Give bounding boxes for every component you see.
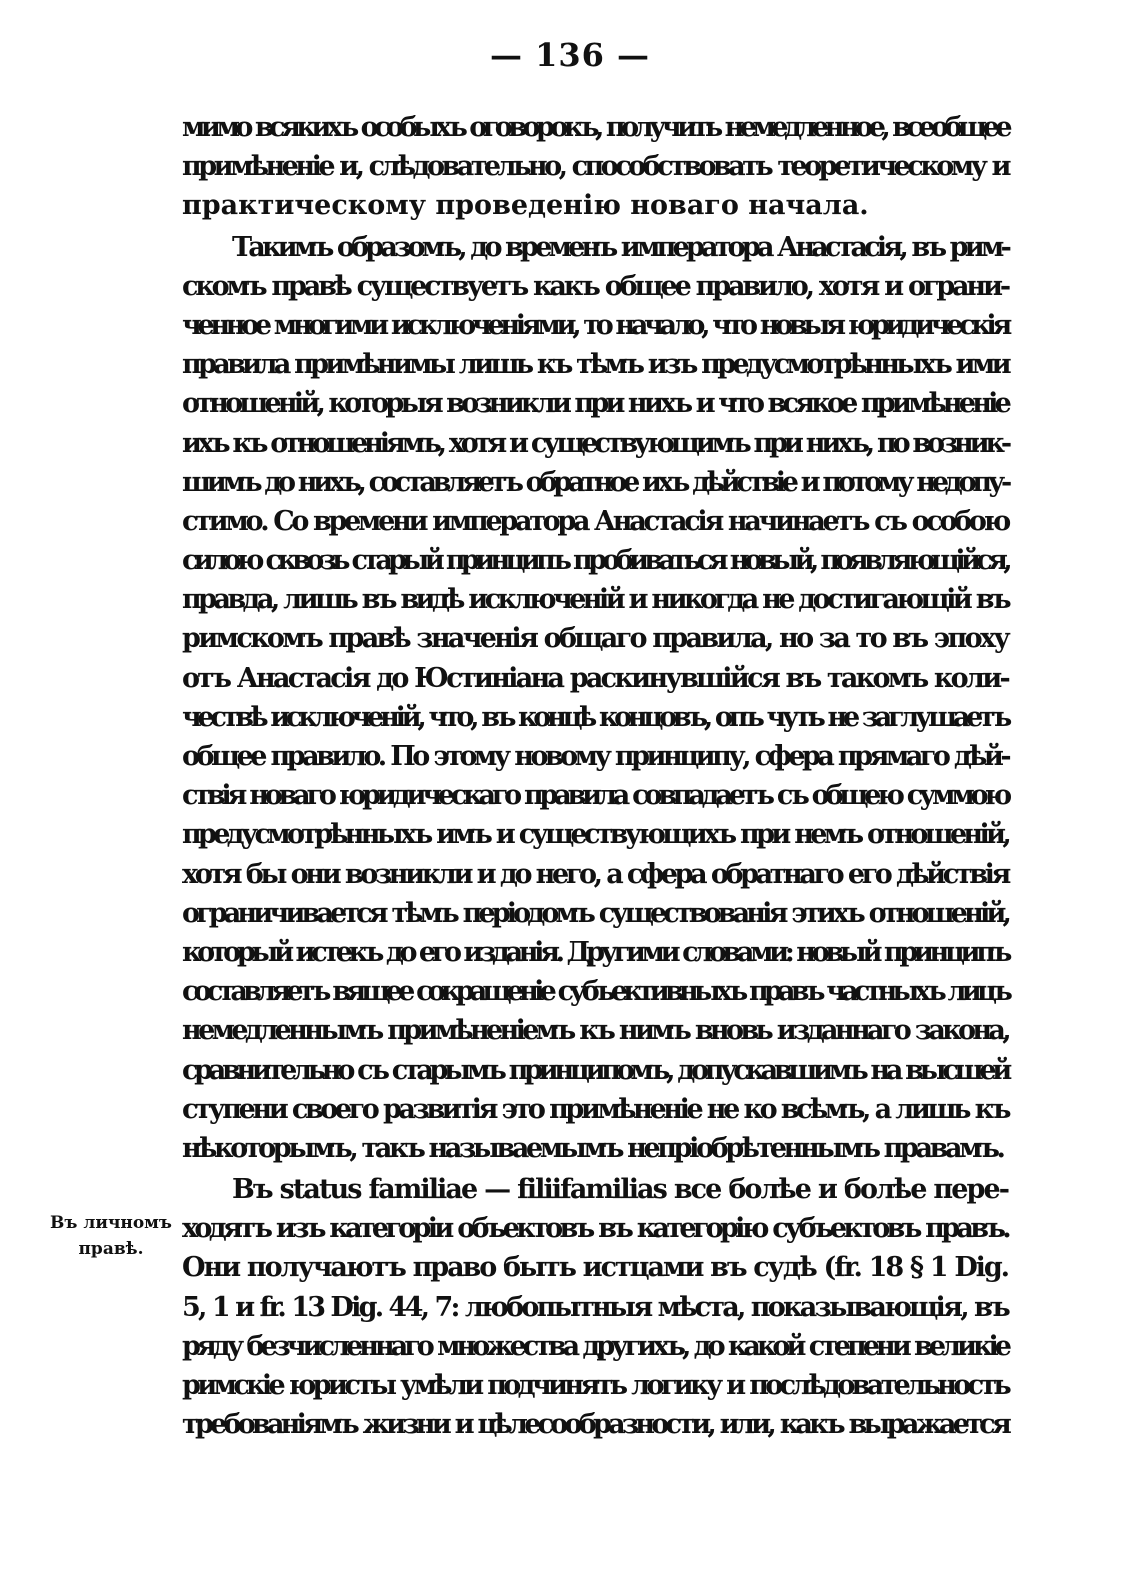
text-line: стимо. Со времени императора Анастасія начинаетъ съ особою <box>182 505 1008 537</box>
text-line: нѣкоторымъ, такъ называемымъ непріобрѣтеннымъ правамъ. <box>182 1132 1003 1164</box>
text-line: который истекъ до его изданія. Другими словами: новый принципъ <box>182 936 1008 968</box>
text-line: предусмотрѣнныхъ имъ и существующихъ при немъ отношеній, <box>182 819 1008 851</box>
text-line: сравнительно съ старымъ принципомъ, допускавшимъ на высшей <box>182 1054 1008 1086</box>
text-line: римскіе юристы умѣли подчинять логику и послѣдовательность <box>182 1370 1008 1401</box>
text-line: римскомъ правѣ значенія общаго правила, но за то въ эпоху <box>182 623 1008 655</box>
page-number: — 136 — <box>489 36 651 74</box>
margin-note-line: правѣ. <box>78 1239 144 1259</box>
text-line: ходятъ изъ категоріи объектовъ въ категорію субъектовъ правъ. <box>182 1213 1008 1245</box>
paragraph-1 <box>182 108 1008 226</box>
text-line: отношеній, которыя возникли при нихъ и что всякое примѣненіе <box>182 388 1008 420</box>
text-line: шимъ до нихъ, составляетъ обратное ихъ дѣйствіе и потому недопу- <box>182 466 1008 498</box>
text-line: ствія новаго юридическаго правила совпадаетъ съ общею суммою <box>182 780 1008 812</box>
paragraph-2 <box>182 228 1008 1169</box>
text-line: примѣненіе и, слѣдовательно, способствовать теоретическому и <box>182 151 1008 183</box>
text-line: Въ status familiae — filiifamilias все болѣе и болѣе пере- <box>232 1174 1008 1206</box>
text-line: ченное многими исключеніями, то начало, что новыя юридическія <box>182 309 1008 341</box>
text-line: требованіямъ жизни и цѣлесообразности, или, какъ выражается <box>182 1409 1008 1441</box>
text-line: чествѣ исключеній, что, въ концѣ концовъ, опъ чуть не заглушаетъ <box>182 701 1008 733</box>
paragraph-3 <box>182 1170 1008 1444</box>
margin-note-line: Въ личномъ <box>50 1213 172 1233</box>
text-line: практическому проведенію новаго начала. <box>182 190 869 222</box>
text-line: отъ Анастасія до Юстиніана раскинувшійся въ такомъ коли- <box>182 662 1008 694</box>
text-line: правда, лишь въ видѣ исключеній и никогда не достигающій въ <box>182 584 1008 616</box>
text-line: Они получаютъ право быть истцами въ судѣ (fr. 18 § 1 Dig. <box>182 1252 1008 1284</box>
text-line: немедленнымъ примѣненіемъ къ нимъ вновь изданнаго закона, <box>182 1015 1008 1047</box>
text-line: ряду безчисленнаго множества другихъ, до какой степени великіе <box>182 1330 1008 1362</box>
text-line: Такимъ образомъ, до временъ императора Анастасія, въ рим- <box>232 231 1008 263</box>
text-line: составляетъ вящее сокращеніе субъективныхъ правъ частныхъ лицъ <box>182 976 1008 1008</box>
text-line: общее правило. По этому новому принципу, сфера прямаго дѣй- <box>182 741 1008 772</box>
margin-note <box>46 1210 176 1262</box>
text-line: мимо всякихъ особыхъ оговорокъ, получить немедленное, всеобщее <box>182 112 1008 143</box>
text-line: хотя бы они возникли и до него, а сфера обратнаго его дѣйствія <box>182 858 1008 890</box>
text-line: 5, 1 и fr. 13 Dig. 44, 7: любопытныя мѣста, показывающія, въ <box>182 1291 1008 1323</box>
text-line: правила примѣнимы лишь къ тѣмъ изъ предусмотрѣнныхъ ими <box>182 349 1008 381</box>
text-line: силою сквозь старый принципъ пробиваться новый, появляющійся, <box>182 545 1008 577</box>
text-line: ихъ къ отношеніямъ, хотя и существующимъ при нихъ, по возник- <box>182 427 1008 459</box>
text-line: ступени своего развитія это примѣненіе не ко всѣмъ, а лишь къ <box>182 1093 1008 1125</box>
text-line: ограничивается тѣмъ періодомъ существованія этихъ отношеній, <box>182 897 1008 929</box>
body-text <box>182 108 1008 1444</box>
text-line: скомъ правѣ существуетъ какъ общее правило, хотя и ограни- <box>182 270 1008 302</box>
